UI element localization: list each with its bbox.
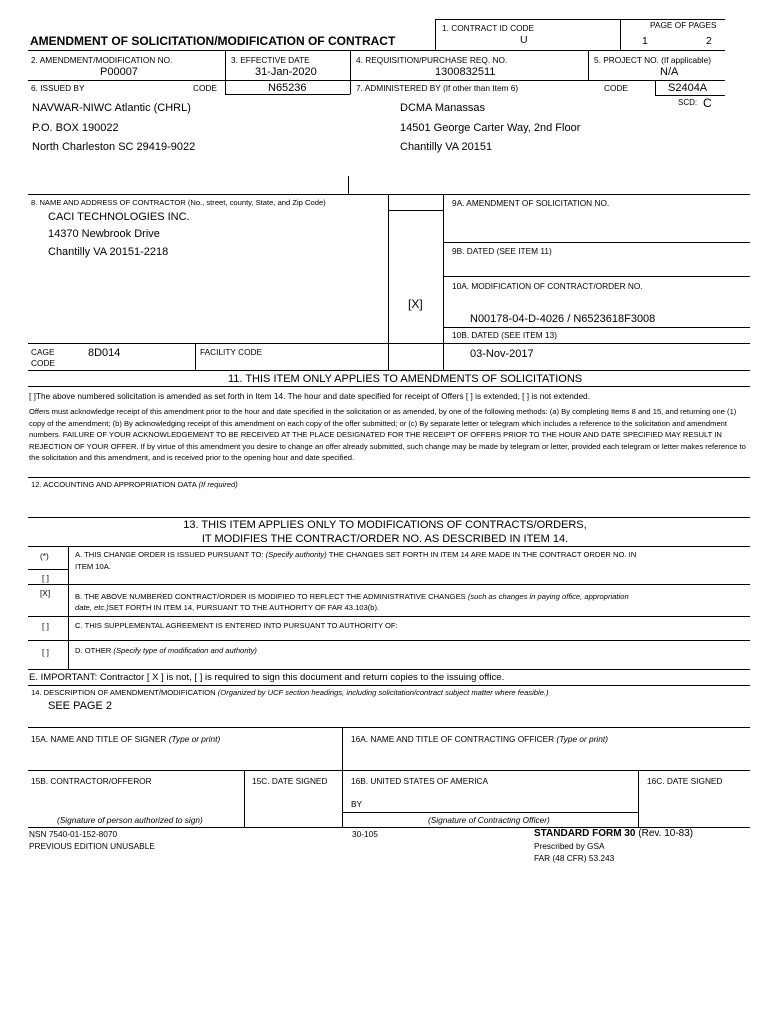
item-11-heading: 11. THIS ITEM ONLY APPLIES TO AMENDMENTS OF SOLICITATIONS xyxy=(228,373,583,385)
item-13d-checkbox[interactable]: [ ] xyxy=(42,647,49,657)
footer-form-no: 30-105 xyxy=(352,829,378,839)
item-13c-text: C. THIS SUPPLEMENTAL AGREEMENT IS ENTERED INTO PURSUANT TO AUTHORITY OF: xyxy=(75,621,398,630)
item-10-checkbox[interactable]: [X] xyxy=(408,297,423,311)
item-14-value[interactable]: SEE PAGE 2 xyxy=(48,700,112,712)
page-count[interactable]: 2 xyxy=(706,35,712,47)
item-10b-label: 10B. DATED (SEE ITEM 13) xyxy=(452,330,557,340)
item-9b-label: 9B. DATED (SEE ITEM 11) xyxy=(452,246,552,256)
item-15b-label: 15B. CONTRACTOR/OFFEROR xyxy=(31,776,152,786)
footer-previous-edition: PREVIOUS EDITION UNUSABLE xyxy=(29,841,155,851)
item-13b-text-2: date, etc.)SET FORTH IN ITEM 14, PURSUANT TO THE AUTHORITY OF FAR 43.103(b). xyxy=(75,603,380,612)
facility-code-label: FACILITY CODE xyxy=(200,347,263,357)
item-13-star-mark: (*) xyxy=(40,551,49,561)
admin-line-3: Chantilly VA 20151 xyxy=(400,141,493,153)
item-16a-label: 16A. NAME AND TITLE OF CONTRACTING OFFICER (Type or print) xyxy=(351,734,608,744)
scd-value[interactable]: C xyxy=(703,96,712,110)
issuer-line-3: North Charleston SC 29419-9022 xyxy=(32,141,196,153)
req-no-value[interactable]: 1300832511 xyxy=(435,66,496,78)
issuer-line-1: NAVWAR-NIWC Atlantic (CHRL) xyxy=(32,102,191,114)
page-of-pages-label: PAGE OF PAGES xyxy=(650,20,717,30)
project-no-label: 5. PROJECT NO. (If applicable) xyxy=(594,55,711,65)
issued-by-code-label: CODE xyxy=(193,83,217,93)
item-13a-text-1: A. THIS CHANGE ORDER IS ISSUED PURSUANT TO: (Specify authority) THE CHANGES SET FORTH IN ITEM 14 ARE MADE IN THE CONTRACT ORDER NO. IN xyxy=(75,550,637,559)
amendment-no-label: 2. AMENDMENT/MODIFICATION NO. xyxy=(31,55,173,65)
by-label: BY xyxy=(351,799,363,809)
item-13b-checkbox[interactable]: [X] xyxy=(40,588,51,598)
item-16c-label: 16C. DATE SIGNED xyxy=(647,776,723,786)
issued-by-code-value[interactable]: N65236 xyxy=(268,82,307,94)
cage-label-1: CAGE xyxy=(31,347,55,357)
item-12-label: 12. ACCOUNTING AND APPROPRIATION DATA (If required) xyxy=(31,480,238,489)
item-14-label: 14. DESCRIPTION OF AMENDMENT/MODIFICATION (Organized by UCF section headings, including solicitation/contract subject matter where feasible.) xyxy=(31,688,549,697)
item-13a-checkbox[interactable]: [ ] xyxy=(42,573,49,583)
contractor-signature-caption: (Signature of person authorized to sign) xyxy=(57,815,203,825)
item-13-heading-1: 13. THIS ITEM APPLIES ONLY TO MODIFICATIONS OF CONTRACTS/ORDERS, xyxy=(183,519,587,531)
cage-label-2: CODE xyxy=(31,358,55,368)
contractor-label: 8. NAME AND ADDRESS OF CONTRACTOR (No., street, county, State, and Zip Code) xyxy=(31,198,326,207)
contract-id-code-value[interactable]: U xyxy=(520,34,528,46)
contract-id-code-label: 1. CONTRACT ID CODE xyxy=(442,23,535,33)
issued-by-label: 6. ISSUED BY xyxy=(31,83,85,93)
item-15c-label: 15C. DATE SIGNED xyxy=(252,776,328,786)
footer-far: FAR (48 CFR) 53.243 xyxy=(534,853,615,863)
item-13-heading-2: IT MODIFIES THE CONTRACT/ORDER NO. AS DESCRIBED IN ITEM 14. xyxy=(201,533,569,545)
item-10a-label: 10A. MODIFICATION OF CONTRACT/ORDER NO. xyxy=(452,281,643,291)
page-number[interactable]: 1 xyxy=(642,35,648,47)
req-no-label: 4. REQUISITION/PURCHASE REQ. NO. xyxy=(356,55,508,65)
contractor-line-3: Chantilly VA 20151-2218 xyxy=(48,246,169,258)
project-no-value[interactable]: N/A xyxy=(660,66,679,78)
officer-signature-caption: (Signature of Contracting Officer) xyxy=(428,815,550,825)
item-13d-text: D. OTHER (Specify type of modification and authority) xyxy=(75,646,257,655)
footer-prescribed: Prescribed by GSA xyxy=(534,841,605,851)
item-11-paragraph: Offers must acknowledge receipt of this amendment prior to the hour and date specified in the solicitation or as amended, by one of the following methods: (a) By completing Items 8 and 15, and returning one (1) copy of the amendment; (b) By acknowledging receipt of this amendment on each copy of the offer submitted; or (c) By separate letter or telegram which includes a reference to the solicitation and amendment numbers. FAILURE OF YOUR ACKNOWLEDGEMENT TO BE RECEIVED AT THE PLACE DESIGNATED FOR THE RECEIPT OF OFFERS PRIOR TO THE HOUR AND DATE SPECIFIED MAY RESULT IN REJECTION OF YOUR OFFER. If by virtue of this amendment you desire to change an offer already submitted, such change may be made by telegram or letter, provided each telegram or letter makes reference to the solicitation and this amendment, and is received prior to the opening hour and date specified. xyxy=(29,407,746,462)
item-15a-label: 15A. NAME AND TITLE OF SIGNER (Type or print) xyxy=(31,734,221,744)
item-13c-checkbox[interactable]: [ ] xyxy=(42,621,49,631)
administered-by-code-value[interactable]: S2404A xyxy=(668,82,708,94)
issuer-line-2: P.O. BOX 190022 xyxy=(32,122,119,134)
scd-label: SCD: xyxy=(678,98,698,107)
administered-by-label: 7. ADMINISTERED BY (If other than Item 6) xyxy=(356,83,519,93)
admin-line-1: DCMA Manassas xyxy=(400,102,485,114)
item-13a-text-2: ITEM 10A. xyxy=(75,562,111,571)
contractor-line-1: CACI TECHNOLOGIES INC. xyxy=(48,211,190,223)
item-11-line-1: [ ]The above numbered solicitation is amended as set forth in Item 14. The hour and date specified for receipt of Offers [ ] is extended, [ ] is not extended. xyxy=(29,391,590,401)
item-10b-value[interactable]: 03-Nov-2017 xyxy=(470,348,534,360)
item-13b-text-1: B. THE ABOVE NUMBERED CONTRACT/ORDER IS MODIFIED TO REFLECT THE ADMINISTRATIVE CHANGES (such as changes in paying office, appropriation xyxy=(75,592,629,601)
effective-date-value[interactable]: 31-Jan-2020 xyxy=(255,66,317,78)
footer-standard-form: STANDARD FORM 30 (Rev. 10-83) xyxy=(534,828,694,839)
amendment-no-value[interactable]: P00007 xyxy=(100,66,138,78)
admin-line-2: 14501 George Carter Way, 2nd Floor xyxy=(400,122,581,134)
item-16b-label: 16B. UNITED STATES OF AMERICA xyxy=(351,776,489,786)
footer-nsn: NSN 7540-01-152-8070 xyxy=(29,829,118,839)
item-e-important: E. IMPORTANT: Contractor [ X ] is not, [ ] is required to sign this document and return copies to the issuing office. xyxy=(29,672,505,683)
item-10a-value[interactable]: N00178-04-D-4026 / N6523618F3008 xyxy=(470,313,656,325)
item-9a-label: 9A. AMENDMENT OF SOLICITATION NO. xyxy=(452,198,610,208)
administered-by-code-label: CODE xyxy=(604,83,628,93)
cage-code-value[interactable]: 8D014 xyxy=(88,347,121,359)
form-title: AMENDMENT OF SOLICITATION/MODIFICATION OF CONTRACT xyxy=(30,34,396,48)
contractor-line-2: 14370 Newbrook Drive xyxy=(48,228,160,240)
effective-date-label: 3. EFFECTIVE DATE xyxy=(231,55,310,65)
